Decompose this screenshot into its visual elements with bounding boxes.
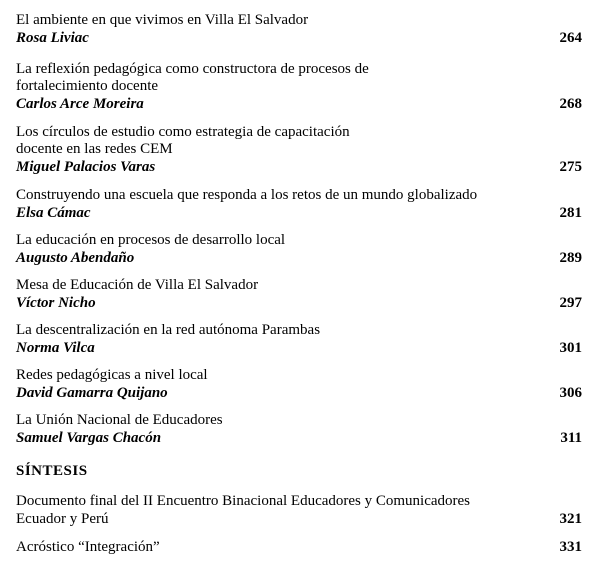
synthesis-title-line-1: Documento final del II Encuentro Binacional Educadores y Comunicadores [16,493,471,509]
entry-author: Samuel Vargas Chacón [16,430,162,446]
entry-author-row [16,29,582,47]
entry-page-number: 311 [560,430,582,446]
entry-title: Redes pedagógicas a nivel local [16,367,208,383]
entry-author-row [16,384,582,402]
entry-author: Elsa Cámac [16,205,91,221]
entry-author-row [16,158,582,176]
entry-title: El ambiente en que vivimos en Villa El Salvador [16,12,309,28]
entry-title: Mesa de Educación de Villa El Salvador [16,277,259,293]
entry-title-line-2: docente en las redes CEM [16,141,173,157]
toc-entry [16,61,582,113]
entry-author-row [16,204,582,222]
entry-author: Carlos Arce Moreira [16,96,144,112]
section-heading: SÍNTESIS [16,463,88,479]
entry-author: Augusto Abendaño [16,250,135,266]
synthesis-page-number: 331 [559,539,582,555]
toc-entry [16,412,582,447]
entry-author-row [16,95,582,113]
synthesis-title-line-2: Ecuador y Perú [16,511,109,527]
entry-author-row [16,294,582,312]
toc-entry [16,124,582,176]
toc-entry [16,12,582,47]
synthesis-entry [16,493,582,528]
entry-title-line-2: fortalecimiento docente [16,78,159,94]
entry-page-number: 264 [559,30,582,46]
toc-entry [16,187,582,222]
entry-title: La Unión Nacional de Educadores [16,412,223,428]
entry-author-row [16,339,582,357]
entry-author-row [16,429,582,447]
entry-page-number: 275 [559,159,582,175]
entry-title: La descentralización en la red autónoma Parambas [16,322,321,338]
synthesis-row [16,510,582,528]
entry-title: La educación en procesos de desarrollo local [16,232,286,248]
entry-title-line-1: Los círculos de estudio como estrategia de capacitación [16,124,350,140]
entry-author: Rosa Liviac [16,30,89,46]
toc-entry [16,322,582,357]
entry-author: Víctor Nicho [16,295,96,311]
toc-entry [16,277,582,312]
entry-page-number: 289 [559,250,582,266]
synthesis-page-number: 321 [559,511,582,527]
entry-page-number: 297 [559,295,582,311]
synthesis-title: Acróstico “Integración” [16,539,160,555]
toc-entry [16,232,582,267]
entry-author: David Gamarra Quijano [16,385,168,401]
entry-title-line-1: La reflexión pedagógica como constructora de procesos de [16,61,369,77]
entry-author: Norma Vilca [16,340,95,356]
entry-author: Miguel Palacios Varas [16,159,156,175]
synthesis-entry [16,538,582,556]
entry-page-number: 301 [559,340,582,356]
entry-page-number: 281 [559,205,582,221]
synthesis-row [16,538,582,556]
entry-page-number: 306 [559,385,582,401]
entry-title: Construyendo una escuela que responda a los retos de un mundo globalizado [16,187,478,203]
entry-author-row [16,249,582,267]
toc-entry [16,367,582,402]
entry-page-number: 268 [559,96,582,112]
